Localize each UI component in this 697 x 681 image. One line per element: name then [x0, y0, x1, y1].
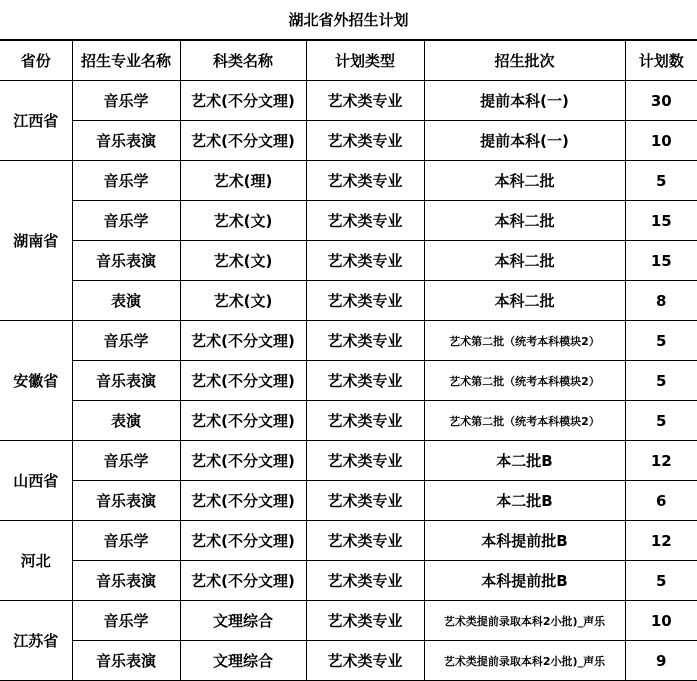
batch-cell: 本科二批: [424, 241, 625, 281]
table-row: [0, 201, 697, 241]
major-cell: 音乐学: [72, 161, 180, 201]
header-batch: 招生批次: [424, 41, 625, 81]
plan-type-cell: 艺术类专业: [306, 121, 424, 161]
major-cell: 音乐学: [72, 321, 180, 361]
province-cell: 安徽省: [0, 321, 72, 441]
category-cell: 艺术(不分文理): [180, 81, 306, 121]
major-cell: 音乐表演: [72, 121, 180, 161]
category-cell: 艺术(不分文理): [180, 441, 306, 481]
major-cell: 音乐表演: [72, 481, 180, 521]
major-cell: 音乐学: [72, 441, 180, 481]
batch-cell: 本科提前批B: [424, 561, 625, 601]
major-cell: 音乐表演: [72, 241, 180, 281]
province-cell: 江苏省: [0, 601, 72, 681]
count-cell: 6: [625, 481, 697, 521]
table-row: [0, 81, 697, 121]
batch-cell: 本二批B: [424, 481, 625, 521]
batch-cell: 本科二批: [424, 161, 625, 201]
major-cell: 音乐表演: [72, 641, 180, 681]
table-row: [0, 601, 697, 641]
batch-cell: 艺术第二批（统考本科模块2）: [424, 321, 625, 361]
category-cell: 文理综合: [180, 641, 306, 681]
count-cell: 12: [625, 441, 697, 481]
count-cell: 9: [625, 641, 697, 681]
count-cell: 5: [625, 401, 697, 441]
batch-cell: 艺术第二批（统考本科模块2）: [424, 361, 625, 401]
enrollment-plan-table: [0, 40, 697, 681]
plan-type-cell: 艺术类专业: [306, 321, 424, 361]
province-cell: 山西省: [0, 441, 72, 521]
count-cell: 12: [625, 521, 697, 561]
plan-type-cell: 艺术类专业: [306, 441, 424, 481]
plan-type-cell: 艺术类专业: [306, 281, 424, 321]
province-cell: 河北: [0, 521, 72, 601]
table-row: [0, 161, 697, 201]
province-cell: 江西省: [0, 81, 72, 161]
category-cell: 艺术(不分文理): [180, 321, 306, 361]
header-plan-type: 计划类型: [306, 41, 424, 81]
header-category: 科类名称: [180, 41, 306, 81]
table-row: [0, 241, 697, 281]
table-title: 湖北省外招生计划: [0, 0, 697, 40]
table-row: [0, 521, 697, 561]
count-cell: 15: [625, 201, 697, 241]
major-cell: 音乐表演: [72, 361, 180, 401]
table-row: [0, 561, 697, 601]
plan-type-cell: 艺术类专业: [306, 201, 424, 241]
table-row: [0, 401, 697, 441]
category-cell: 艺术(不分文理): [180, 361, 306, 401]
batch-cell: 提前本科(一): [424, 121, 625, 161]
plan-type-cell: 艺术类专业: [306, 81, 424, 121]
category-cell: 艺术(不分文理): [180, 481, 306, 521]
major-cell: 音乐表演: [72, 561, 180, 601]
header-major: 招生专业名称: [72, 41, 180, 81]
plan-type-cell: 艺术类专业: [306, 561, 424, 601]
batch-cell: 提前本科(一): [424, 81, 625, 121]
province-cell: 湖南省: [0, 161, 72, 321]
count-cell: 5: [625, 161, 697, 201]
table-row: [0, 441, 697, 481]
batch-cell: 艺术第二批（统考本科模块2）: [424, 401, 625, 441]
major-cell: 表演: [72, 401, 180, 441]
count-cell: 30: [625, 81, 697, 121]
batch-cell: 本科二批: [424, 201, 625, 241]
batch-cell: 本二批B: [424, 441, 625, 481]
table-row: [0, 361, 697, 401]
batch-cell: 艺术类提前录取本科2小批)_声乐: [424, 601, 625, 641]
table-row: [0, 121, 697, 161]
plan-type-cell: 艺术类专业: [306, 481, 424, 521]
count-cell: 10: [625, 121, 697, 161]
plan-type-cell: 艺术类专业: [306, 161, 424, 201]
count-cell: 5: [625, 561, 697, 601]
batch-cell: 本科提前批B: [424, 521, 625, 561]
count-cell: 5: [625, 321, 697, 361]
major-cell: 音乐学: [72, 601, 180, 641]
major-cell: 音乐学: [72, 521, 180, 561]
plan-type-cell: 艺术类专业: [306, 401, 424, 441]
batch-cell: 艺术类提前录取本科2小批)_声乐: [424, 641, 625, 681]
table-row: [0, 321, 697, 361]
batch-cell: 本科二批: [424, 281, 625, 321]
header-count: 计划数: [625, 41, 697, 81]
table-row: [0, 641, 697, 681]
category-cell: 艺术(不分文理): [180, 121, 306, 161]
count-cell: 10: [625, 601, 697, 641]
category-cell: 艺术(不分文理): [180, 401, 306, 441]
plan-type-cell: 艺术类专业: [306, 521, 424, 561]
major-cell: 音乐学: [72, 201, 180, 241]
count-cell: 15: [625, 241, 697, 281]
major-cell: 音乐学: [72, 81, 180, 121]
plan-type-cell: 艺术类专业: [306, 241, 424, 281]
category-cell: 艺术(文): [180, 281, 306, 321]
category-cell: 文理综合: [180, 601, 306, 641]
plan-type-cell: 艺术类专业: [306, 641, 424, 681]
category-cell: 艺术(文): [180, 201, 306, 241]
table-header-row: [0, 41, 697, 81]
plan-type-cell: 艺术类专业: [306, 361, 424, 401]
count-cell: 8: [625, 281, 697, 321]
count-cell: 5: [625, 361, 697, 401]
plan-type-cell: 艺术类专业: [306, 601, 424, 641]
table-row: [0, 281, 697, 321]
category-cell: 艺术(理): [180, 161, 306, 201]
category-cell: 艺术(不分文理): [180, 521, 306, 561]
category-cell: 艺术(不分文理): [180, 561, 306, 601]
category-cell: 艺术(文): [180, 241, 306, 281]
major-cell: 表演: [72, 281, 180, 321]
table-row: [0, 481, 697, 521]
header-province: 省份: [0, 41, 72, 81]
